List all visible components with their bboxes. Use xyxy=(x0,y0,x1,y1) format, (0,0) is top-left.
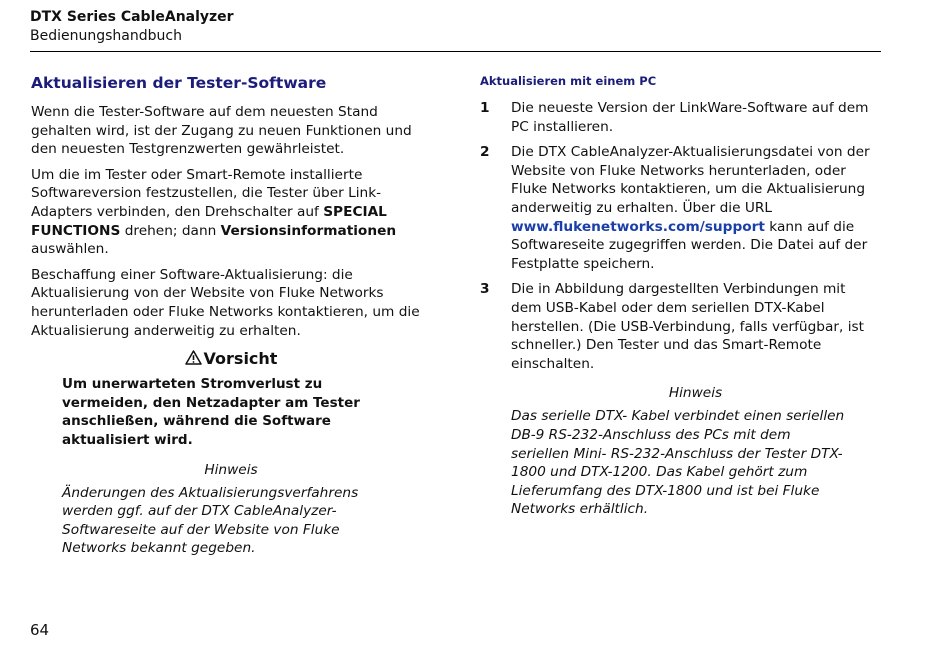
right-column xyxy=(480,72,880,519)
caution-title: Vorsicht xyxy=(203,349,278,369)
step-number: 3 xyxy=(480,281,490,298)
step-text-before-link: Die DTX CableAnalyzer-Aktualisierungsdatei von der Website von Fluke Networks herunterladen, oder Fluke Networks kontaktieren, um die Aktualisierung anderweitig zu erhalten. Über die URL xyxy=(511,144,870,216)
support-url-link[interactable]: www.flukenetworks.com/support xyxy=(511,218,765,235)
step-text: Die neueste Version der LinkWare-Software auf dem PC installieren. xyxy=(511,100,869,135)
version-info-label: Versionsinformationen xyxy=(220,222,397,239)
step-item xyxy=(480,143,880,273)
step-item xyxy=(480,280,880,373)
note-heading: Hinweis xyxy=(204,461,258,478)
header-divider xyxy=(30,51,881,52)
note-heading: Hinweis xyxy=(668,385,723,402)
warning-triangle-icon xyxy=(185,350,202,370)
page-number: 64 xyxy=(30,621,50,639)
procurement-paragraph: Beschaffung einer Software-Aktualisierung: die Aktualisierung von der Website von Fluke Networks herunterladen oder Fluke Networks kontaktieren, um die Aktualisierung anderweitig zu erhalten. xyxy=(31,266,420,339)
caution-text: Um unerwarteten Stromverlust zu vermeiden, den Netzadapter am Tester anschließen, während die Software aktualisiert wird. xyxy=(62,376,360,448)
caution-heading xyxy=(31,349,431,370)
step-item xyxy=(480,99,880,136)
note-text: Das serielle DTX- Kabel verbindet einen seriellen DB-9 RS-232-Anschluss des PCs mit dem seriellen Mini- RS-232-Anschluss der Tester DTX-1800 und DTX-1200. Das Kabel gehört zum Lieferumfang des DTX-1800 und ist bei Fluke Networks erhältlich. xyxy=(511,408,845,518)
step-text: Die in Abbildung dargestellten Verbindungen mit dem USB-Kabel oder dem seriellen DTX-Kabel herstellen. (Die USB-Verbindung, falls verfügbar, ist schneller.) Den Tester und das Smart-Remote einschalten. xyxy=(511,281,865,372)
header-subtitle: Bedienungshandbuch xyxy=(30,28,182,44)
intro-paragraph: Wenn die Tester-Software auf dem neuesten Stand gehalten wird, ist der Zugang zu neuen Funktionen und den neuesten Testgrenzwerten gewährleistet. xyxy=(31,104,412,158)
header-title: DTX Series CableAnalyzer xyxy=(30,9,234,25)
special-functions-label: SPECIAL FUNCTIONS xyxy=(31,203,387,239)
step-text-after-link: kann auf die Softwareseite zugegriffen werden. Die Datei auf der Festplatte speichern. xyxy=(511,218,868,272)
step-number: 2 xyxy=(480,144,490,161)
version-text-1: Um die im Tester oder Smart-Remote installierte Softwareversion festzustellen, die Tester über Link-Adapters verbinden, den Drehschalter auf xyxy=(31,166,382,220)
version-text-2: drehen; dann xyxy=(120,222,221,239)
page-header xyxy=(30,8,881,46)
version-check-paragraph xyxy=(31,166,431,259)
note-text: Änderungen des Aktualisierungsverfahrens werden ggf. auf der DTX CableAnalyzer-Softwareseite auf der Website von Fluke Networks bekannt gegeben. xyxy=(62,484,359,557)
step-number: 1 xyxy=(480,100,490,116)
subsection-title: Aktualisieren mit einem PC xyxy=(480,74,657,88)
section-title: Aktualisieren der Tester-Software xyxy=(31,74,327,92)
version-text-3: auswählen. xyxy=(31,241,109,258)
left-column xyxy=(31,72,431,558)
